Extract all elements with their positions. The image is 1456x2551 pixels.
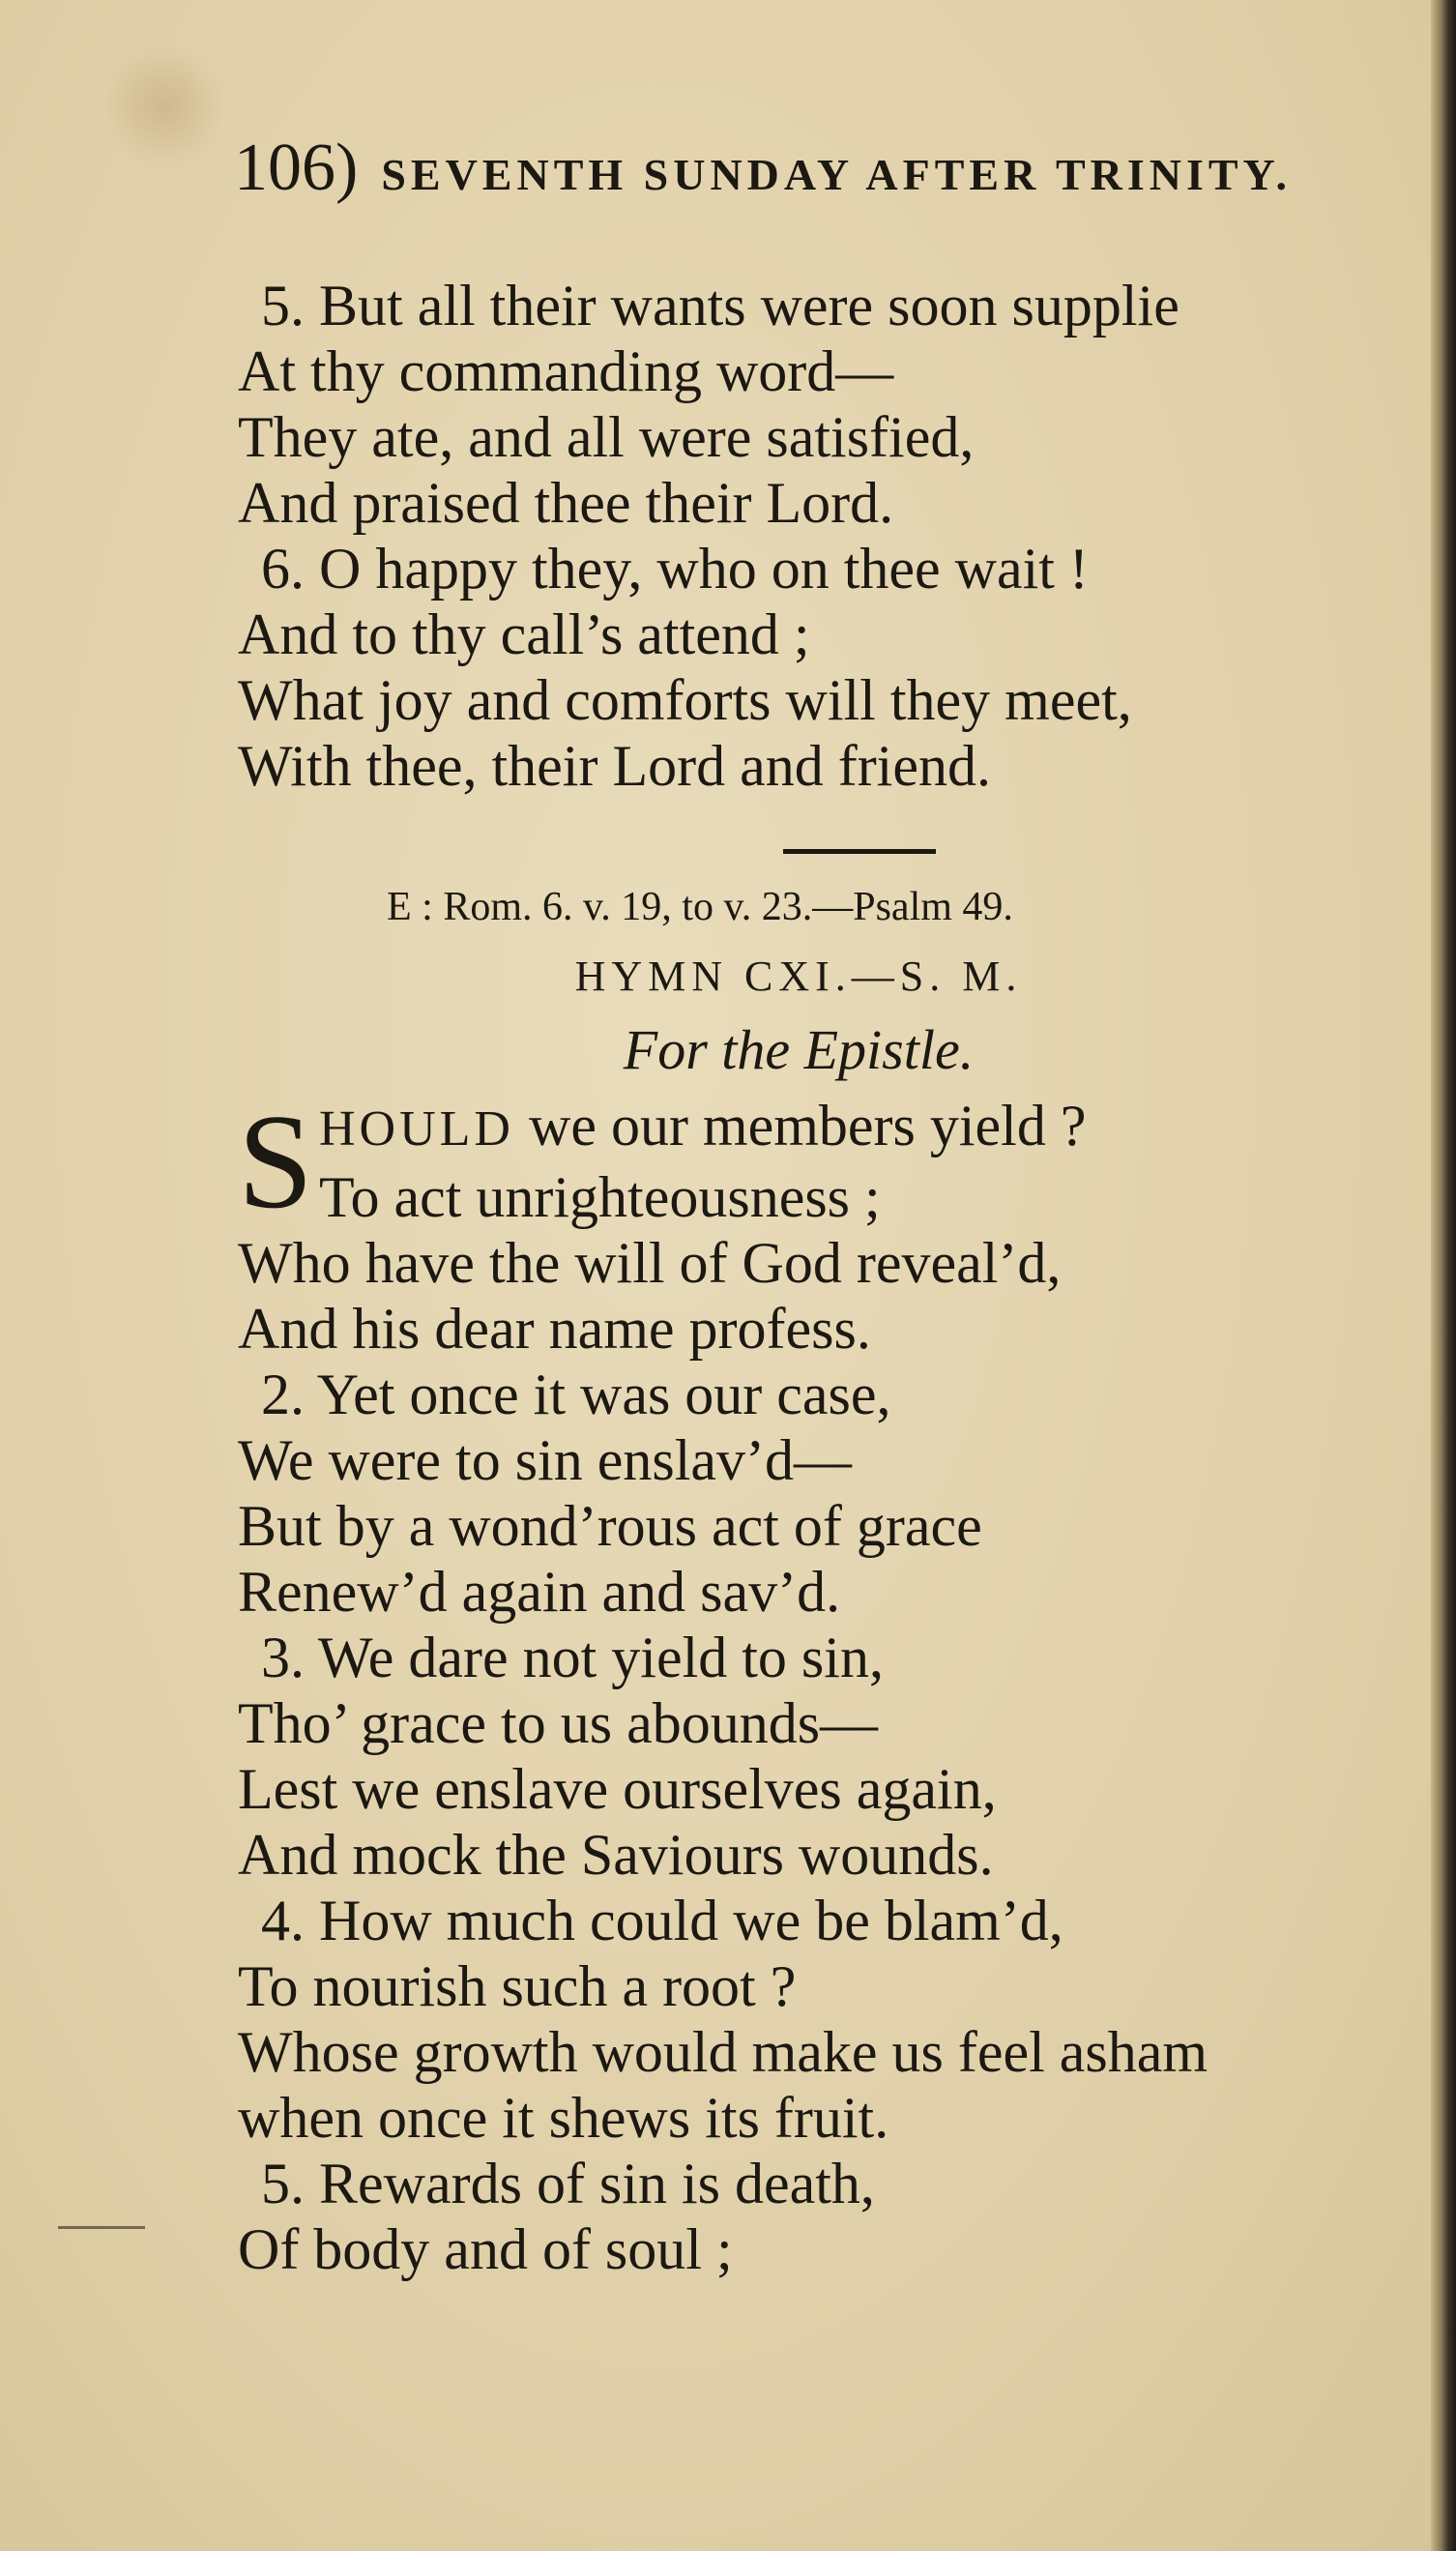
hymn-line: 2. Yet once it was our case, (261, 1363, 891, 1426)
hymn-body (238, 1230, 1432, 2282)
verse-line: And praised thee their Lord. (238, 471, 894, 535)
hymn-line: 4. How much could we be blam’d, (261, 1889, 1063, 1952)
hymn-title: HYMN CXI.—S. M. (574, 953, 1023, 1000)
hymn-line: Renew’d again and sav’d. (238, 1560, 841, 1624)
hymn-line: 5. Rewards of sin is death, (261, 2152, 875, 2215)
verse-line: They ate, and all were satisfied, (238, 405, 975, 469)
hymn-line: We were to sin enslav’d— (238, 1428, 852, 1492)
lesson-reference: E : Rom. 6. v. 19, to v. 23.—Psalm 49. (387, 885, 1013, 929)
running-title: SEVENTH SUNDAY AFTER TRINITY. (381, 150, 1293, 199)
hymn-occasion: For the Epistle. (623, 1018, 975, 1081)
hymn-line: To nourish such a root ? (238, 1954, 797, 2018)
running-header (234, 124, 1433, 219)
margin-mark (58, 2226, 145, 2229)
page-edge (1431, 0, 1456, 2551)
verse-line: 6. O happy they, who on thee wait ! (261, 537, 1089, 601)
verse-line: With thee, their Lord and friend. (238, 734, 991, 798)
verse-line: What joy and comforts will they meet, (238, 668, 1132, 732)
verse-line: 5. But all their wants were soon supplie (261, 274, 1179, 337)
hymn-line: 3. We dare not yield to sin, (261, 1626, 884, 1689)
section-divider (783, 849, 936, 854)
top-verses (238, 273, 1432, 799)
first-word-caps: HOULD (319, 1101, 514, 1157)
hymn-line: But by a wond’rous act of grace (238, 1494, 982, 1558)
first-line-rest: we our members yield ? (513, 1094, 1087, 1158)
hymn-line: Lest we enslave ourselves again, (238, 1757, 997, 1821)
hymn-line: Whose growth would make us feel asham (238, 2020, 1208, 2084)
paper-stain (106, 39, 222, 174)
hymn-line: Of body and of soul ; (238, 2217, 733, 2281)
hymn-line: Tho’ grace to us abounds— (238, 1691, 879, 1755)
verse-line: At thy commanding word— (238, 339, 894, 403)
hymn-line: when once it shews its fruit. (238, 2086, 889, 2150)
hymn-line: And mock the Saviours wounds. (238, 1823, 994, 1887)
drop-cap: S (238, 1087, 313, 1237)
second-line: To act unrighteousness ; (319, 1165, 881, 1229)
verse-line: And to thy call’s attend ; (238, 602, 810, 666)
page-number: 106) (234, 131, 359, 205)
hymn-line: And his dear name profess. (238, 1297, 871, 1361)
first-line (319, 1093, 1086, 1162)
hymn-line: Who have the will of God reveal’d, (238, 1231, 1062, 1295)
